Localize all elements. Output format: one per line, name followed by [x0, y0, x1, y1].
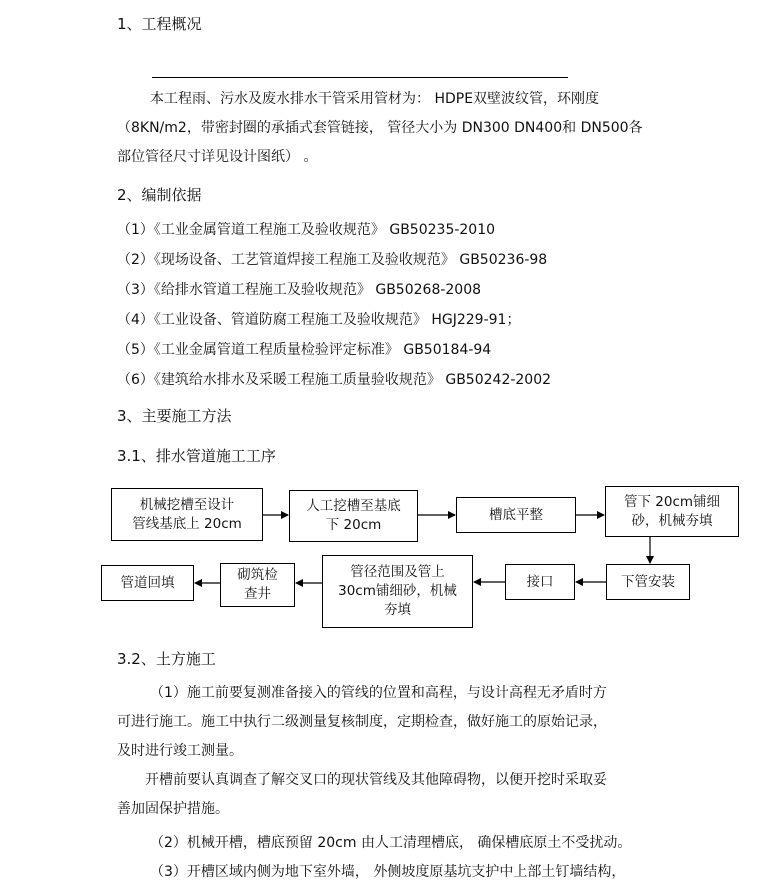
section-3-title: 3、主要施工方法	[117, 407, 232, 425]
para-2-line-1: 开槽前要认真调查了解交叉口的现状管线及其他障碍物，以便开挖时采取妥	[145, 772, 607, 788]
flow-box-trench-leveling: 槽底平整	[456, 497, 576, 533]
reference-item: （5）《工业金属管道工程质量检验评定标准》 GB50184-94	[117, 342, 492, 358]
flow-box-joint: 接口	[505, 564, 575, 600]
reference-item: （1）《工业金属管道工程施工及验收规范》 GB50235-2010	[117, 222, 496, 238]
reference-item: （4）《工业设备、管道防腐工程施工及验收规范》 HGJ229-91；	[117, 312, 521, 328]
reference-item: （3）《给排水管道工程施工及验收规范》 GB50268-2008	[117, 282, 482, 298]
flow-box-manual-excavation: 人工挖槽至基底 下 20cm	[289, 490, 418, 542]
flow-box-backfill: 管道回填	[101, 565, 194, 601]
flow-box-mechanical-excavation: 机械挖槽至设计 管线基底上 20cm	[111, 488, 263, 541]
flow-box-pipe-laying: 下管安装	[606, 564, 690, 600]
para-3: （2）机械开槽，槽底预留 20cm 由人工清理槽底， 确保槽底原土不受扰动。	[150, 835, 632, 851]
section-3-2-title: 3.2、土方施工	[117, 650, 216, 668]
flow-box-sand-bedding: 管下 20cm铺细 砂，机械夯填	[605, 486, 739, 537]
overview-line-3: 部位管径尺寸详见设计图纸） 。	[117, 149, 318, 165]
reference-item: （2）《现场设备、工艺管道焊接工程施工及验收规范》 GB50236-98	[117, 252, 548, 268]
reference-item: （6）《建筑给水排水及采暖工程施工质量验收规范》 GB50242-2002	[117, 372, 552, 388]
para-4: （3）开槽区域内侧为地下室外墙， 外侧坡度原基坑支护中上部土钉墙结构，	[150, 864, 626, 880]
section-2-title: 2、编制依据	[117, 186, 202, 204]
section-3-1-title: 3.1、排水管道施工工序	[117, 447, 276, 465]
para-1-line-1: （1）施工前要复测准备接入的管线的位置和高程，与设计高程无矛盾时方	[150, 685, 607, 701]
flow-box-manhole: 砌筑检 查井	[220, 563, 295, 607]
para-2-line-2: 善加固保护措施。	[117, 801, 229, 817]
overview-line-1: 本工程雨、污水及废水排水干管采用管材为： HDPE双壁波纹管，环刚度	[150, 91, 600, 107]
section-1-title: 1、工程概况	[117, 15, 202, 33]
para-1-line-3: 及时进行竣工测量。	[117, 743, 243, 759]
overview-line-2: （8KN/m2，带密封圈的承插式套管链接， 管径大小为 DN300 DN400和 DN500各	[117, 120, 643, 136]
flow-box-pipe-backfill-sand: 管径范围及管上 30cm铺细砂，机械 夯填	[322, 555, 473, 628]
para-1-line-2: 可进行施工。施工中执行二级测量复核制度，定期检查，做好施工的原始记录，	[117, 714, 607, 730]
